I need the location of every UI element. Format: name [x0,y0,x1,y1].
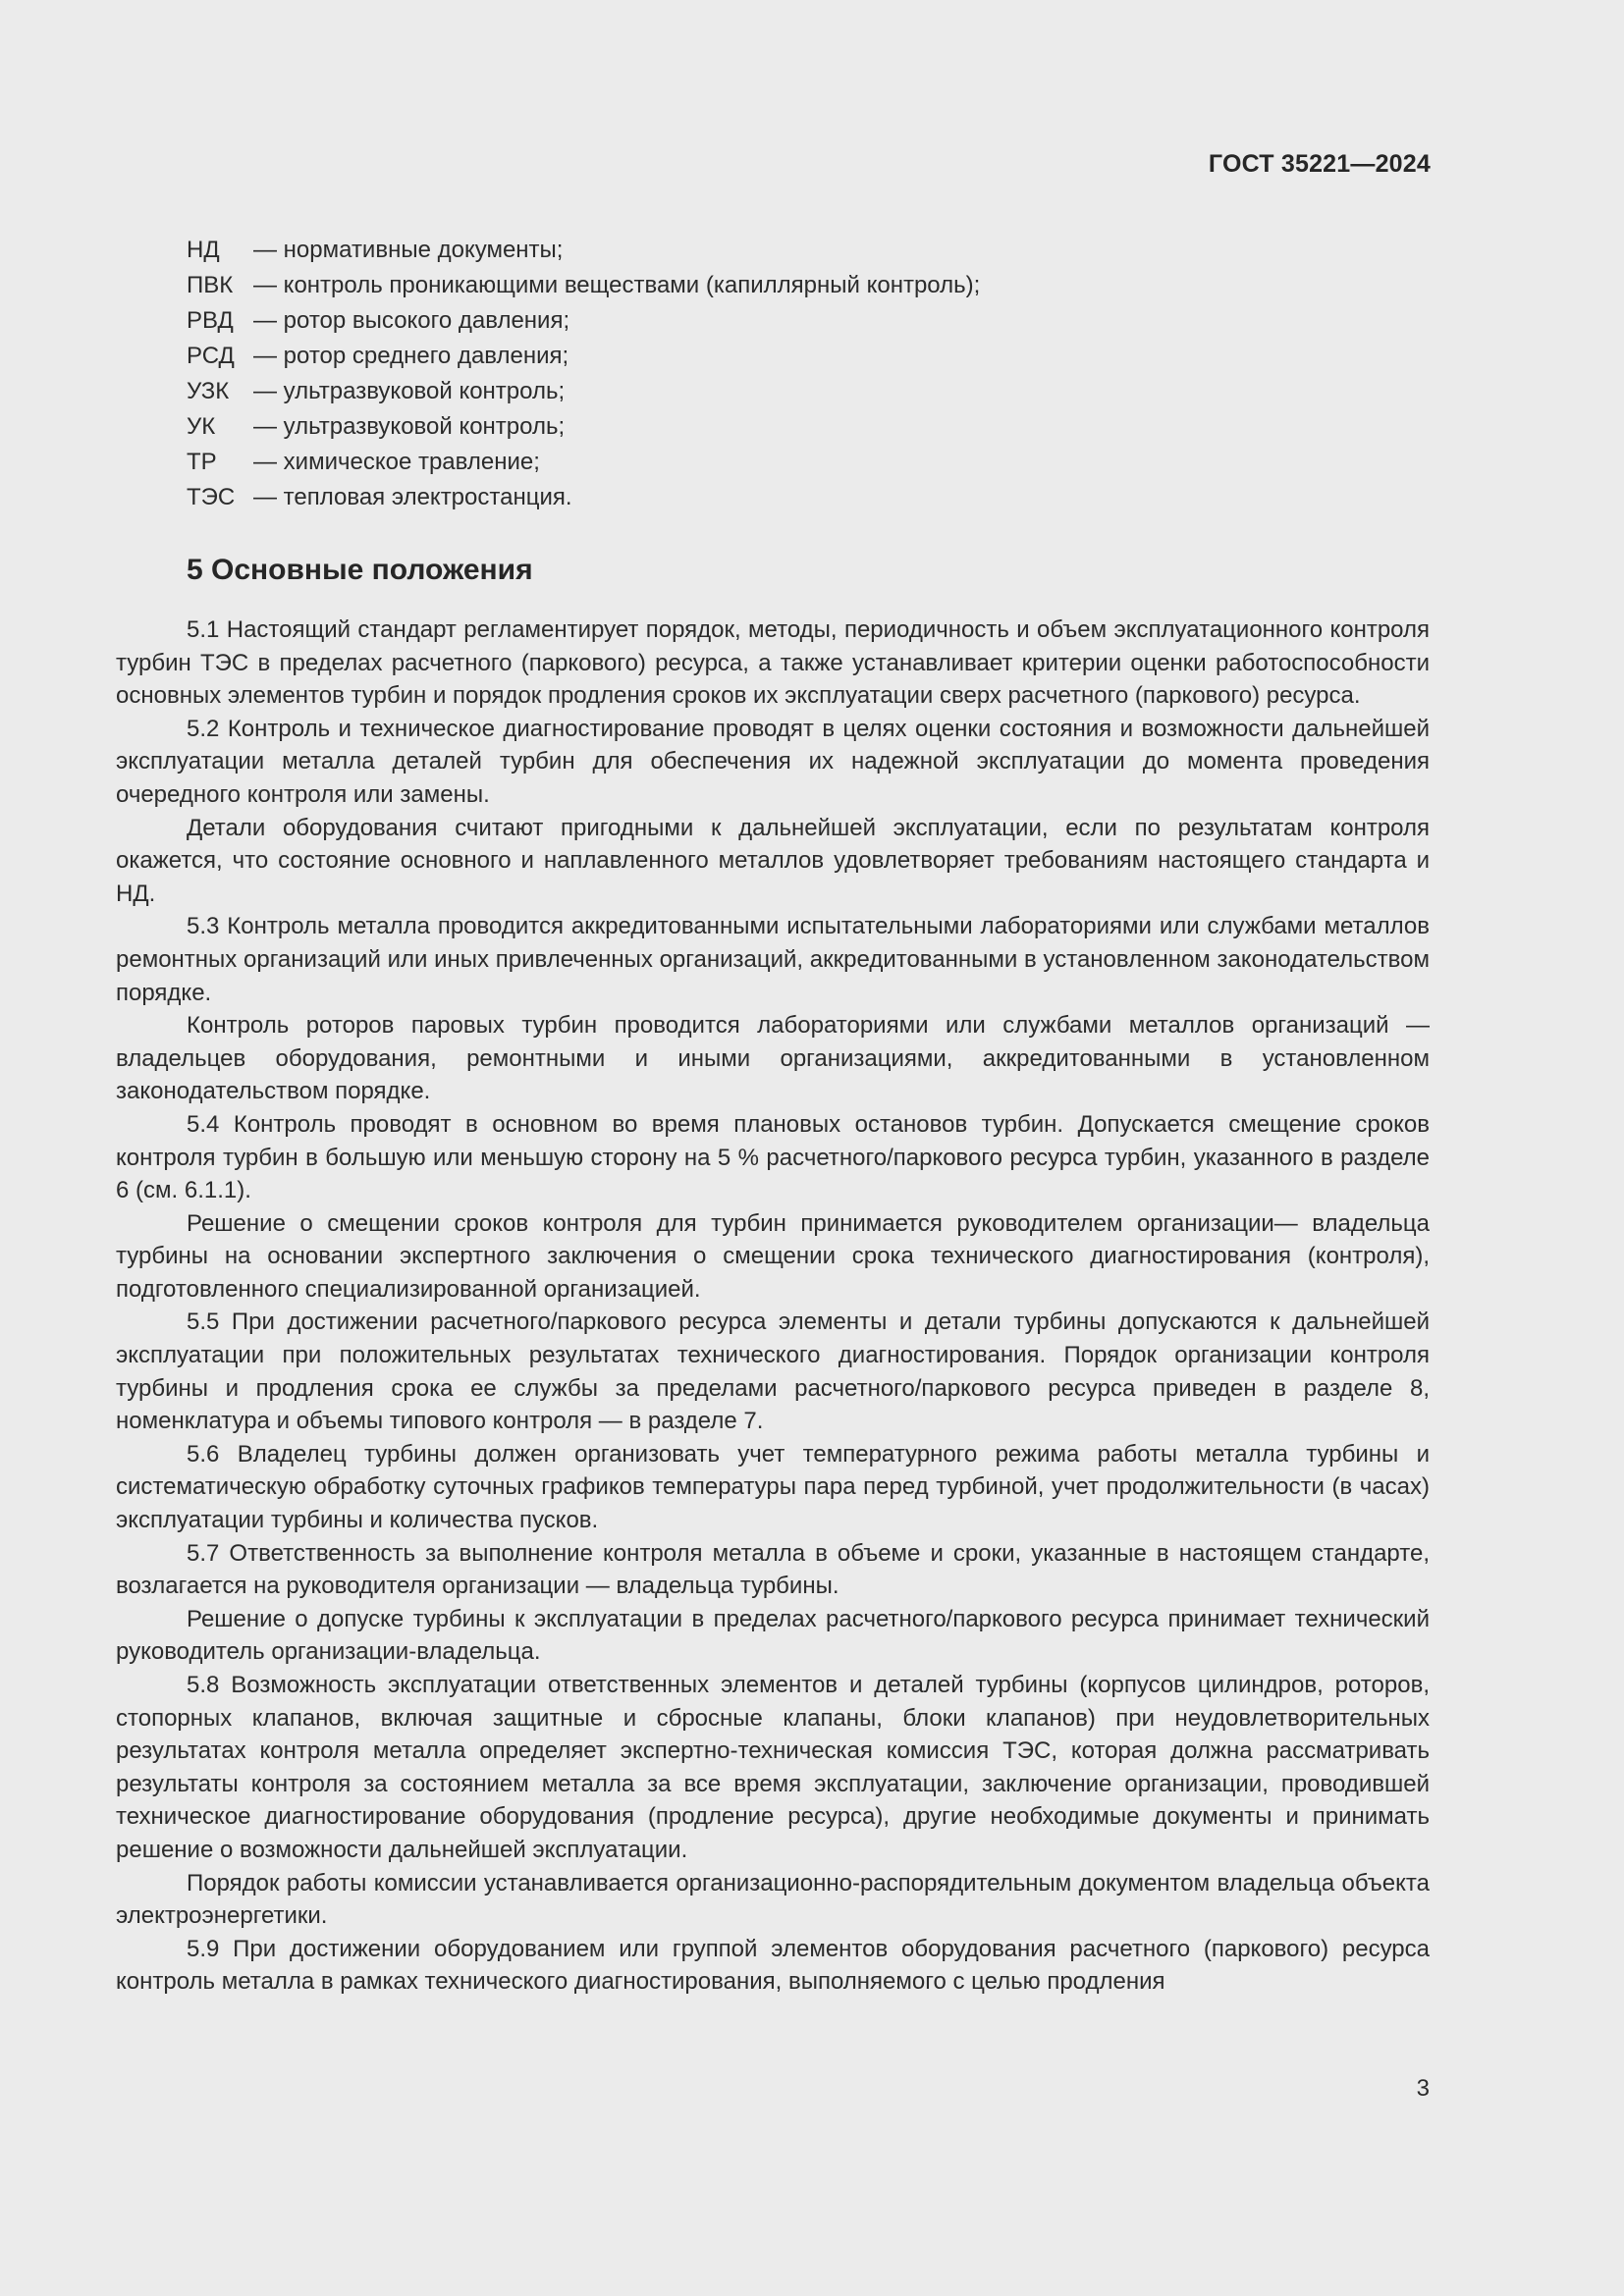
abbreviation-term: РСД [187,343,235,369]
abbreviation-item [187,374,980,409]
paragraph: Порядок работы комиссии устанавливается организационно-распорядительным документом владельца объекта электроэнергетики. [116,1869,1430,1930]
paragraph: 5.8 Возможность эксплуатации ответственных элементов и деталей турбины (корпусов цилиндров, роторов, стопорных клапанов, включая защитные и сбросные клапаны, блоки клапанов) при неудовлетворительных результатах контроля металла определяет экспертно-техническая комиссия ТЭС, которая должна рассматривать результаты контроля за состоянием металла за все время эксплуатации, заключение организации, проводившей техническое диагностирование оборудования (продление ресурса), другие необходимые документы и принимать решение о возможности дальнейшей эксплуатации. [116,1672,1430,1863]
document-header: ГОСТ 35221—2024 [1208,150,1431,178]
abbreviation-term: РВД [187,307,234,334]
paragraph: 5.3 Контроль металла проводится аккредитованными испытательными лабораториями или службами металлов ремонтных организаций или иных привлеченных организаций, аккредитованными в установленном законодательством порядке. [116,913,1430,1006]
abbreviation-definition: — ультразвуковой контроль; [253,378,566,404]
abbreviation-term: УЗК [187,378,230,404]
abbreviation-term: ТЭС [187,484,236,510]
abbreviation-definition: — ультразвуковой контроль; [253,413,566,440]
abbreviation-item [187,339,980,374]
section-body [116,614,1430,1999]
abbreviation-term: УК [187,413,216,440]
abbreviation-definition: — нормативные документы; [253,237,564,263]
paragraph: Решение о смещении сроков контроля для турбин принимается руководителем организации— владельца турбины на основании экспертного заключения о смещении срока технического диагностирования (контроля), подготовленного специализированной организацией. [116,1209,1430,1303]
abbreviation-definition: — контроль проникающими веществами (капиллярный контроль); [253,272,981,298]
page-number: 3 [1416,2075,1430,2102]
paragraph: Контроль роторов паровых турбин проводится лабораториями или службами металлов организаций — владельцев оборудования, ремонтными и иными организациями, аккредитованными в установленном законодательством порядке. [116,1012,1430,1105]
abbreviation-term: НД [187,237,220,263]
paragraph: 5.4 Контроль проводят в основном во время плановых остановов турбин. Допускается смещение сроков контроля турбин в большую или меньшую сторону на 5 % расчетного/паркового ресурса турбин, указанного в разделе 6 (см. 6.1.1). [116,1110,1430,1204]
paragraph: 5.5 При достижении расчетного/паркового ресурса элементы и детали турбины допускаются к дальнейшей эксплуатации при положительных результатах технического диагностирования. Порядок организации контроля турбины и продления срока ее службы за пределами расчетного/паркового ресурса приведен в разделе 8, номенклатура и объемы типового контроля — в разделе 7. [116,1308,1430,1435]
paragraph: Детали оборудования считают пригодными к дальнейшей эксплуатации, если по результатам контроля окажется, что состояние основного и наплавленного металлов удовлетворяет требованиям настоящего стандарта и НД. [116,814,1430,907]
section-title: 5 Основные положения [187,554,533,586]
paragraph: 5.2 Контроль и техническое диагностирование проводят в целях оценки состояния и возможности дальнейшей эксплуатации металла деталей турбин для обеспечения их надежной эксплуатации до момента проведения очередного контроля или замены. [116,715,1430,808]
abbreviation-item [187,303,980,339]
abbreviation-definition: — тепловая электростанция. [253,484,572,510]
abbreviation-item [187,480,980,515]
paragraph: 5.9 При достижении оборудованием или группой элементов оборудования расчетного (паркового) ресурса контроль металла в рамках технического диагностирования, выполняемого с целью продления [116,1935,1430,1996]
abbreviation-item [187,445,980,480]
abbreviation-item [187,268,980,303]
abbreviation-item [187,233,980,268]
paragraph: Решение о допуске турбины к эксплуатации в пределах расчетного/паркового ресурса принимает технический руководитель организации-владельца. [116,1605,1430,1666]
abbreviation-item [187,409,980,445]
paragraph: 5.6 Владелец турбины должен организовать учет температурного режима работы металла турбины и систематическую обработку суточных графиков температуры пара перед турбиной, учет продолжительности (в часах) эксплуатации турбины и количества пусков. [116,1440,1430,1534]
paragraph: 5.1 Настоящий стандарт регламентирует порядок, методы, периодичность и объем эксплуатационного контроля турбин ТЭС в пределах расчетного (паркового) ресурса, а также устанавливает критерии оценки работоспособности основных элементов турбин и порядок продления сроков их эксплуатации сверх расчетного (паркового) ресурса. [116,616,1430,710]
paragraph: 5.7 Ответственность за выполнение контроля металла в объеме и сроки, указанные в настоящем стандарте, возлагается на руководителя организации — владельца турбины. [116,1539,1430,1600]
abbreviation-term: ТР [187,449,217,475]
abbreviation-definition: — химическое травление; [253,449,540,475]
abbreviation-list [187,233,980,515]
abbreviation-definition: — ротор среднего давления; [253,343,569,369]
abbreviation-term: ПВК [187,272,234,298]
abbreviation-definition: — ротор высокого давления; [253,307,570,334]
